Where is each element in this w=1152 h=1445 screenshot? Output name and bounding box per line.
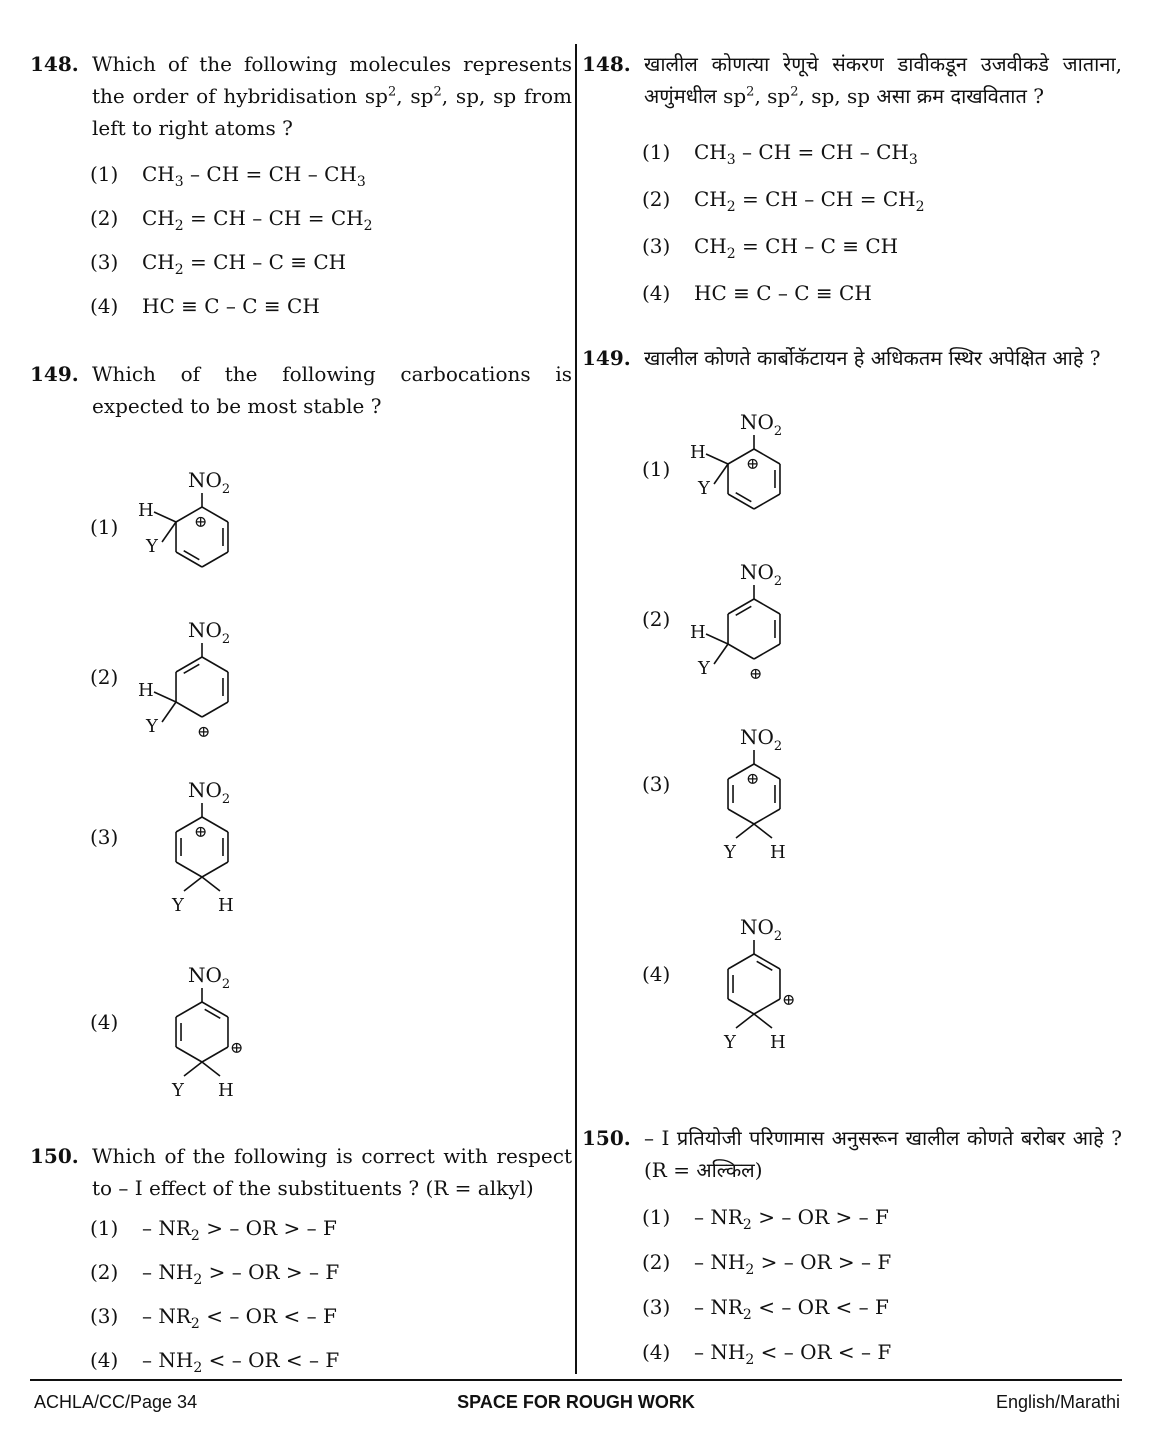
carbocation-structure	[690, 544, 864, 694]
question-number: 150.	[30, 1144, 79, 1168]
ring-bond	[202, 862, 228, 877]
carbocation-structure	[138, 452, 312, 602]
y-substituent-label: Y	[724, 1032, 736, 1053]
ring-bond	[754, 599, 780, 614]
hydrogen-label: H	[138, 680, 154, 701]
ring-bond	[728, 809, 754, 824]
option-1: (1) $NO_2$ H Y ⊕	[642, 394, 1122, 544]
ring-bond	[202, 552, 228, 567]
question-148-marathi	[582, 48, 1122, 316]
bond-to-h	[154, 512, 176, 522]
bond-to-h	[706, 634, 728, 644]
option-2: (2) – $NH_2$ > – OR > – F	[642, 1249, 892, 1278]
question-number: 148.	[30, 52, 79, 76]
option-1: (1) – $NR_2$ > – OR > – F	[642, 1204, 889, 1233]
option-4: (4) – $NH_2$ < – OR < – F	[90, 1348, 340, 1376]
page-code: ACHLA/CC/Page 34	[34, 1392, 198, 1412]
question-149	[30, 358, 572, 1122]
option-4: (4) $NO_2$ Y H ⊕	[90, 922, 572, 1122]
footer-rule	[30, 1379, 1122, 1381]
formula: $CH_3$ – CH = CH – $CH_3$	[142, 162, 366, 190]
question-text: Which of the following carbocations is expected to be most stable ?	[92, 362, 572, 418]
y-substituent-label: Y	[172, 895, 184, 916]
nitro-group-label: $NO_2$	[188, 963, 231, 992]
bond-to-y	[162, 702, 176, 722]
question-number: 150.	[582, 1126, 631, 1150]
formula: $CH_3$ – CH = CH – $CH_3$	[694, 139, 918, 168]
question-number: 148.	[582, 52, 631, 76]
carbocation-structure	[694, 899, 864, 1053]
ring-drawing	[142, 947, 312, 1101]
bond-to-y	[184, 1062, 202, 1076]
column-divider	[575, 44, 577, 1374]
bond-to-y	[714, 644, 728, 664]
nitro-group-label: $NO_2$	[188, 618, 231, 647]
formula: HC ≡ C – C ≡ CH	[142, 294, 320, 318]
ring-bond	[202, 657, 228, 672]
positive-charge-icon: ⊕	[746, 769, 760, 788]
carbocation-structure	[138, 602, 312, 752]
ring-bond	[176, 862, 202, 877]
bond-to-y	[736, 1014, 754, 1028]
nitro-group-label: $NO_2$	[740, 915, 783, 944]
ring-drawing	[690, 394, 864, 544]
carbocation-structure	[690, 394, 864, 544]
positive-charge-icon: ⊕	[197, 722, 211, 741]
y-substituent-label: Y	[698, 478, 710, 499]
ring-bond	[754, 644, 780, 659]
formula: HC ≡ C – C ≡ CH	[694, 280, 872, 305]
ring-drawing	[694, 709, 864, 863]
ring-bond	[728, 999, 754, 1014]
ring-bond	[754, 494, 780, 509]
option-3: (3) – $NR_2$ < – OR < – F	[642, 1294, 889, 1323]
nitro-group-label: $NO_2$	[188, 468, 231, 497]
positive-charge-icon: ⊕	[194, 822, 208, 841]
formula: $CH_2$ = CH – C ≡ CH	[142, 250, 347, 278]
formula: $CH_2$ = CH – C ≡ CH	[694, 233, 899, 262]
ring-drawing	[694, 899, 864, 1053]
question-text: Which of the following is correct with respect to – I effect of the substituents ? (R = alkyl)	[92, 1144, 572, 1200]
option-3: (3) $NO_2$ Y H ⊕	[90, 752, 572, 922]
nitro-group-label: $NO_2$	[740, 410, 783, 439]
hydrogen-label: H	[770, 842, 786, 863]
bond-to-h	[706, 454, 728, 464]
carbocation-structure	[142, 947, 312, 1101]
question-text: खालील कोणते कार्बोकॅटायन हे अधिकतम स्थिर अपेक्षित आहे ?	[644, 346, 1101, 370]
option-1: (1) $CH_3$ – CH = CH – $CH_3$	[642, 128, 1122, 175]
option-3: (3) $CH_2$ = CH – C ≡ CH	[90, 240, 572, 284]
question-148	[30, 48, 572, 328]
option-3: (3) – $NR_2$ < – OR < – F	[90, 1304, 337, 1332]
hydrogen-label: H	[218, 1080, 234, 1101]
bond-to-y	[736, 824, 754, 838]
question-number: 149.	[582, 346, 631, 370]
ring-bond	[176, 1047, 202, 1062]
question-150	[30, 1140, 572, 1382]
option-2: (2) $NO_2$ H Y ⊕	[90, 602, 572, 752]
nitro-group-label: $NO_2$	[740, 560, 783, 589]
y-substituent-label: Y	[172, 1080, 184, 1101]
positive-charge-icon: ⊕	[229, 1038, 244, 1057]
question-150-marathi	[582, 1122, 1122, 1374]
option-3: (3) $CH_2$ = CH – C ≡ CH	[642, 222, 1122, 269]
question-number: 149.	[30, 362, 79, 386]
ring-bond	[202, 1047, 228, 1062]
option-4: (4) HC ≡ C – C ≡ CH	[642, 269, 1122, 316]
y-substituent-label: Y	[698, 658, 710, 679]
y-substituent-label: Y	[724, 842, 736, 863]
formula: $CH_2$ = CH – CH = $CH_2$	[694, 186, 925, 215]
nitro-group-label: $NO_2$	[188, 778, 231, 807]
ring-drawing	[142, 762, 312, 916]
bond-to-h	[202, 877, 220, 891]
bond-to-y	[714, 464, 728, 484]
question-text: – I प्रतियोजी परिणामास अनुसरून खालील कोणते बरोबर आहे ? (R = अल्किल)	[644, 1126, 1122, 1182]
ring-bond	[728, 954, 754, 969]
hydrogen-label: H	[770, 1032, 786, 1053]
option-2: (2) $NO_2$ H Y ⊕	[642, 544, 1122, 694]
nitro-group-label: $NO_2$	[740, 725, 783, 754]
ring-bond	[176, 1002, 202, 1017]
y-substituent-label: Y	[146, 716, 158, 737]
ring-bond	[202, 702, 228, 717]
language-label: English/Marathi	[995, 1392, 1120, 1412]
positive-charge-icon: ⊕	[749, 664, 763, 683]
carbocation-structure	[142, 762, 312, 916]
bond-to-h	[154, 692, 176, 702]
bond-to-h	[754, 1014, 772, 1028]
bond-to-h	[202, 1062, 220, 1076]
option-1: (1) $CH_3$ – CH = CH – $CH_3$	[90, 152, 572, 196]
option-2: (2) $CH_2$ = CH – CH = $CH_2$	[642, 175, 1122, 222]
option-4: (4) HC ≡ C – C ≡ CH	[90, 284, 572, 328]
positive-charge-icon: ⊕	[194, 512, 208, 531]
positive-charge-icon: ⊕	[746, 454, 760, 473]
option-4: (4) – $NH_2$ < – OR < – F	[642, 1339, 892, 1368]
option-1: (1) – $NR_2$ > – OR > – F	[90, 1216, 337, 1244]
positive-charge-icon: ⊕	[781, 990, 796, 1009]
ring-bond	[728, 644, 754, 659]
hydrogen-label: H	[138, 500, 154, 521]
question-text: खालील कोणत्या रेणूचे संकरण डावीकडून उजवीकडे जाताना, अणुंमधील $sp^2$, $sp^2$, sp, sp असा क्रम दाखवितात ?	[644, 52, 1122, 108]
carbocation-structure	[694, 709, 864, 863]
ring-bond	[754, 809, 780, 824]
formula: $CH_2$ = CH – CH = $CH_2$	[142, 206, 373, 234]
question-text: Which of the following molecules represents the order of hybridisation $sp^2$, $sp^2$, sp, sp from left to right atoms ?	[92, 52, 572, 140]
bond-to-y	[162, 522, 176, 542]
hydrogen-label: H	[690, 442, 706, 463]
ring-bond	[754, 999, 780, 1014]
ring-drawing	[138, 602, 312, 752]
hydrogen-label: H	[690, 622, 706, 643]
question-149-marathi	[582, 342, 1122, 1074]
option-2: (2) $CH_2$ = CH – CH = $CH_2$	[90, 196, 572, 240]
ring-drawing	[138, 452, 312, 602]
ring-drawing	[690, 544, 864, 694]
y-substituent-label: Y	[146, 536, 158, 557]
ring-bond	[176, 702, 202, 717]
option-3: (3) $NO_2$ Y H ⊕	[642, 694, 1122, 874]
bond-to-h	[754, 824, 772, 838]
option-2: (2) – $NH_2$ > – OR > – F	[90, 1260, 340, 1288]
rough-work-label: SPACE FOR ROUGH WORK	[457, 1392, 695, 1412]
option-1: (1) $NO_2$ H Y ⊕	[90, 452, 572, 602]
option-4: (4) $NO_2$ Y H ⊕	[642, 874, 1122, 1074]
hydrogen-label: H	[218, 895, 234, 916]
bond-to-y	[184, 877, 202, 891]
